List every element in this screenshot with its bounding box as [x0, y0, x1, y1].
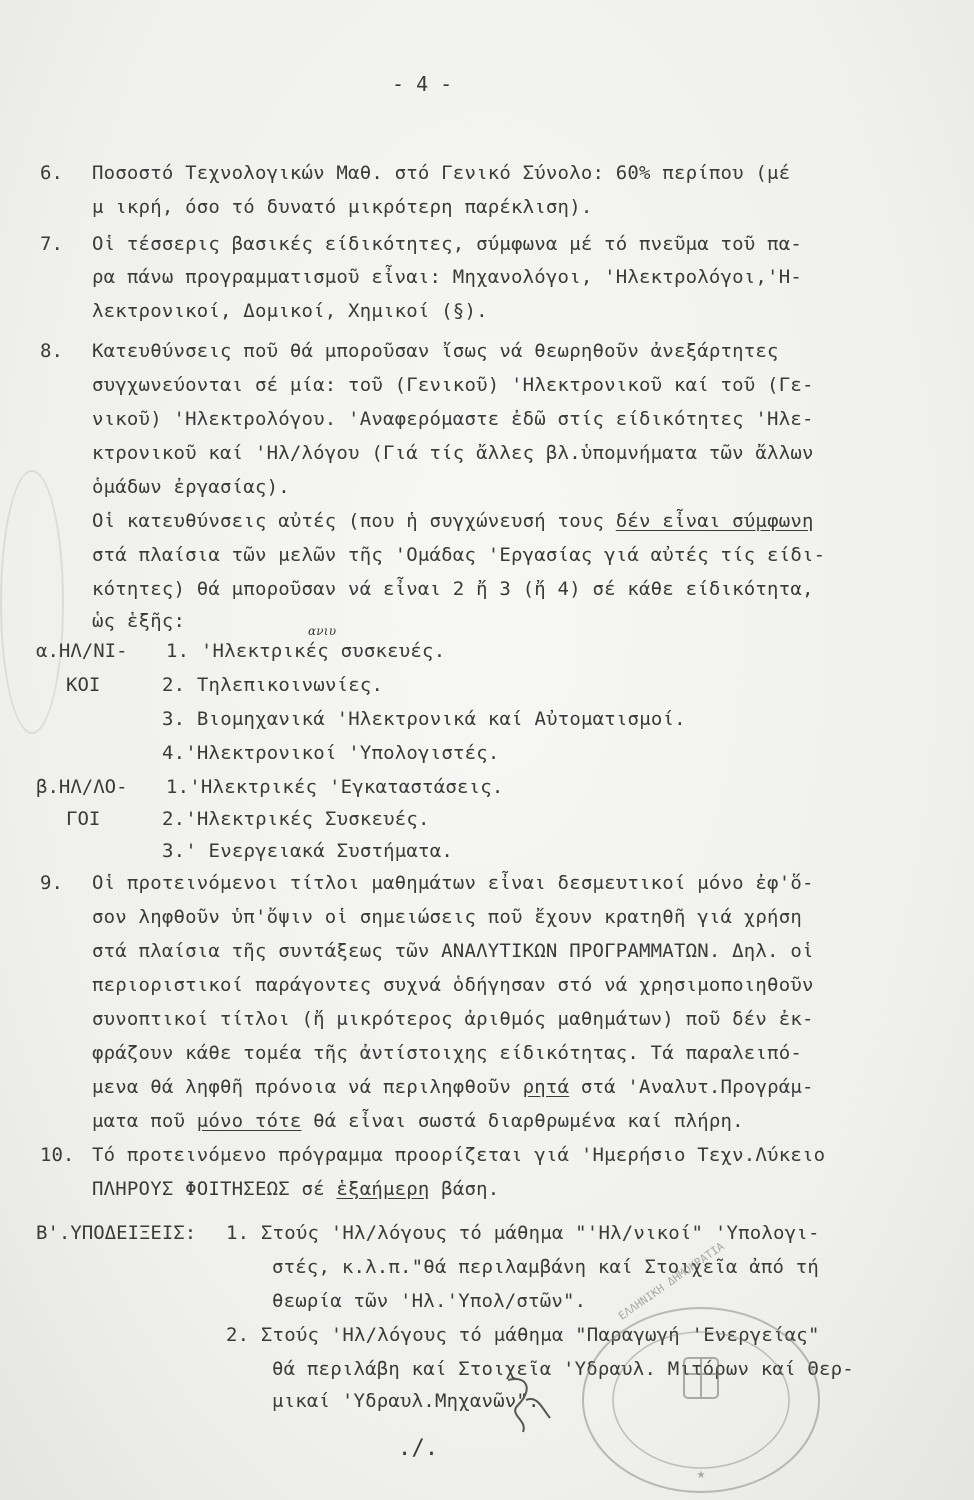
signature — [498, 1370, 558, 1440]
specialty-a-label-1: α.ΗΛ/ΝΙ- — [36, 640, 128, 662]
notes-label: Β'.ΥΠΟΔΕΙΞΕΙΣ: — [36, 1222, 197, 1244]
item-9-line-5: συνοπτικοί τίτλοι (ἤ μικρότερος ἀριθμός μαθημάτων) ποῦ δέν ἐκ- — [92, 1008, 814, 1030]
item-7-label: 7. — [40, 233, 63, 255]
item-9-line-7 — [92, 1076, 814, 1098]
item-10-line-2-post: βάση. — [429, 1178, 500, 1200]
note-2-line-1: 2. Στούς 'Ηλ/λόγους τό μάθημα "Παραγωγή 'Ενεργείας" — [226, 1324, 820, 1346]
item-6-line-1: Ποσοστό Τεχνολογικών Μαθ. στό Γενικό Σύνολο: 60% περίπου (μέ — [92, 162, 791, 184]
specialty-b-label-2: ΓΟΙ — [66, 808, 101, 830]
item-8-label: 8. — [40, 340, 63, 362]
specialty-a-item-1: 1. 'Ηλεκτρικές συσκευές. — [166, 640, 446, 662]
item-9-line-7-post: στά 'Αναλυτ.Προγράμ- — [569, 1076, 814, 1098]
item-9-line-8-underlined: μόνο τότε — [196, 1110, 302, 1132]
item-9-line-3: στά πλαίσια τῆς συντάξεως τῶν ΑΝΑΛΥΤΙΚΩΝ ΠΡΟΓΡΑΜΜΑΤΩΝ. Δηλ. οἱ — [92, 940, 814, 962]
note-2-line-2: θά περιλάβη καί Στοιχεῖα 'Υδραυλ. Μιτόρων καί Θερ- — [272, 1358, 854, 1380]
item-9-line-7-pre: μενα θά ληφθῆ πρόνοια νά περιληφθοῦν — [92, 1076, 523, 1098]
note-1-line-1: 1. Στούς 'Ηλ/λόγους τό μάθημα "'Ηλ/νικοί" 'Υπολογι- — [226, 1222, 820, 1244]
item-7-line-2: ρα πάνω προγραμματισμοῦ εἶναι: Μηχανολόγοι, 'Ηλεκτρολόγοι,'Η- — [92, 266, 802, 288]
item-10-label: 10. — [40, 1144, 75, 1166]
item-9-line-2: σον ληφθοῦν ὑπ'ὄψιν οἱ σημειώσεις ποῦ ἔχουν κρατηθῆ γιά χρήση — [92, 906, 802, 928]
specialty-b-item-2: 2.'Ηλεκτρικές Συσκευές. — [162, 808, 430, 830]
specialty-b-item-1: 1.'Ηλεκτρικές 'Εγκαταστάσεις. — [166, 776, 504, 798]
seal-text: ΕΛΛΗΝΙΚΗ ΔΗΜΟΚΡΑΤΙΑ — [616, 1239, 727, 1323]
specialty-b-item-3: 3.' Ενεργειακά Συστήματα. — [162, 840, 453, 862]
item-8-para2-line-2: στά πλαίσια τῶν μελῶν τῆς 'Ομάδας 'Εργασίας γιά αὐτές τίς είδι- — [92, 544, 826, 566]
item-10-line-2-pre: ΠΛΗΡΟΥΣ ΦΟΙΤΗΣΕΩΣ σέ — [92, 1178, 337, 1200]
note-1-line-2: στές, κ.λ.π."θά περιλαμβάνη καί Στοιχεῖα ἀπό τή — [272, 1256, 820, 1278]
item-10-line-2 — [92, 1178, 499, 1200]
official-seal — [576, 1300, 826, 1500]
svg-text:★: ★ — [696, 1466, 706, 1482]
item-9-line-7-underlined: ρητά — [522, 1076, 570, 1098]
item-8-para2-line-1 — [92, 510, 814, 532]
item-8-line-4: κτρονικοῦ καί 'Ηλ/λόγου (Γιά τίς ἄλλες βλ.ὑπομνήματα τῶν ἄλλων — [92, 442, 814, 464]
item-8-para2-pre: Οἱ κατευθύνσεις αὐτές (που ἡ συγχώνευσή τους — [92, 510, 616, 532]
item-8-para2-line-3: κότητες) θά μποροῦσαν νά εἶναι 2 ἤ 3 (ἤ 4) σέ κάθε είδικότητα, — [92, 578, 814, 600]
item-9-line-1: Οἱ προτεινόμενοι τίτλοι μαθημάτων εἶναι δεσμευτικοί μόνο ἐφ'ὅ- — [92, 872, 814, 894]
note-1-line-3: θεωρία τῶν 'Ηλ.'Υπολ/στῶν". — [272, 1290, 587, 1312]
note-2-line-3: μικαί 'Υδραυλ.Μηχανῶν". — [272, 1390, 540, 1412]
item-8-line-3: νικοῦ) 'Ηλεκτρολόγου. 'Αναφερόμαστε ἐδῶ στίς είδικότητες 'Ηλε- — [92, 408, 814, 430]
specialty-b-label-1: β.ΗΛ/ΛΟ- — [36, 776, 128, 798]
specialty-a-label-2: ΚΟΙ — [66, 674, 101, 696]
item-9-line-4: περιοριστικοί παράγοντες συχνά ὁδήγησαν στό νά χρησιμοποιηθοῦν — [92, 974, 814, 996]
item-8-para2-underlined: δέν εἶναι σύμφωνη — [615, 510, 814, 532]
specialty-a-item-3: 3. Βιομηχανικά 'Ηλεκτρονικά καί Αὐτοματισμοί. — [162, 708, 686, 730]
margin-stamp-ghost — [0, 470, 64, 734]
item-9-line-8-post: θά εἶναι σωστά διαρθρωμένα καί πλήρη. — [301, 1110, 744, 1132]
item-9-line-8 — [92, 1110, 744, 1132]
specialty-a-item-4: 4.'Ηλεκτρονικοί 'Υπολογιστές. — [162, 742, 500, 764]
item-7-line-1: Οἱ τέσσερις βασικές είδικότητες, σύμφωνα μέ τό πνεῦμα τοῦ πα- — [92, 233, 802, 255]
item-7-line-3: λεκτρονικοί, Δομικοί, Χημικοί (§). — [92, 300, 488, 322]
item-9-label: 9. — [40, 872, 63, 894]
item-8-line-5: ὁμάδων ἐργασίας). — [92, 476, 290, 498]
handwritten-note: ανιυ — [308, 624, 337, 638]
item-10-line-1: Τό προτεινόμενο πρόγραμμα προορίζεται γιά 'Ημερήσιο Τεχν.Λύκειο — [92, 1144, 826, 1166]
item-9-line-6: φράζουν κάθε τομέα τῆς ἀντίστοιχης είδικότητας. Τά παραλειπό- — [92, 1042, 802, 1064]
item-8-para2-line-4: ὡς ἑξῆς: — [92, 610, 186, 632]
page-number: - 4 - — [392, 72, 453, 96]
page-continuation-marker: ./. — [398, 1436, 439, 1461]
item-10-line-2-underlined: ἑξαήμερη — [336, 1178, 430, 1200]
item-6-line-2: μ ικρή, όσο τό δυνατό μικρότερη παρέκλιση). — [92, 196, 593, 218]
specialty-a-item-2: 2. Τηλεπικοινωνίες. — [162, 674, 384, 696]
item-9-line-8-pre: ματα ποῦ — [92, 1110, 197, 1132]
item-6-label: 6. — [40, 162, 63, 184]
item-8-line-1: Κατευθύνσεις ποῦ θά μποροῦσαν ἴσως νά θεωρηθοῦν ἀνεξάρτητες — [92, 340, 779, 362]
item-8-line-2: συγχωνεύονται σέ μία: τοῦ (Γενικοῦ) 'Ηλεκτρονικοῦ καί τοῦ (Γε- — [92, 374, 814, 396]
